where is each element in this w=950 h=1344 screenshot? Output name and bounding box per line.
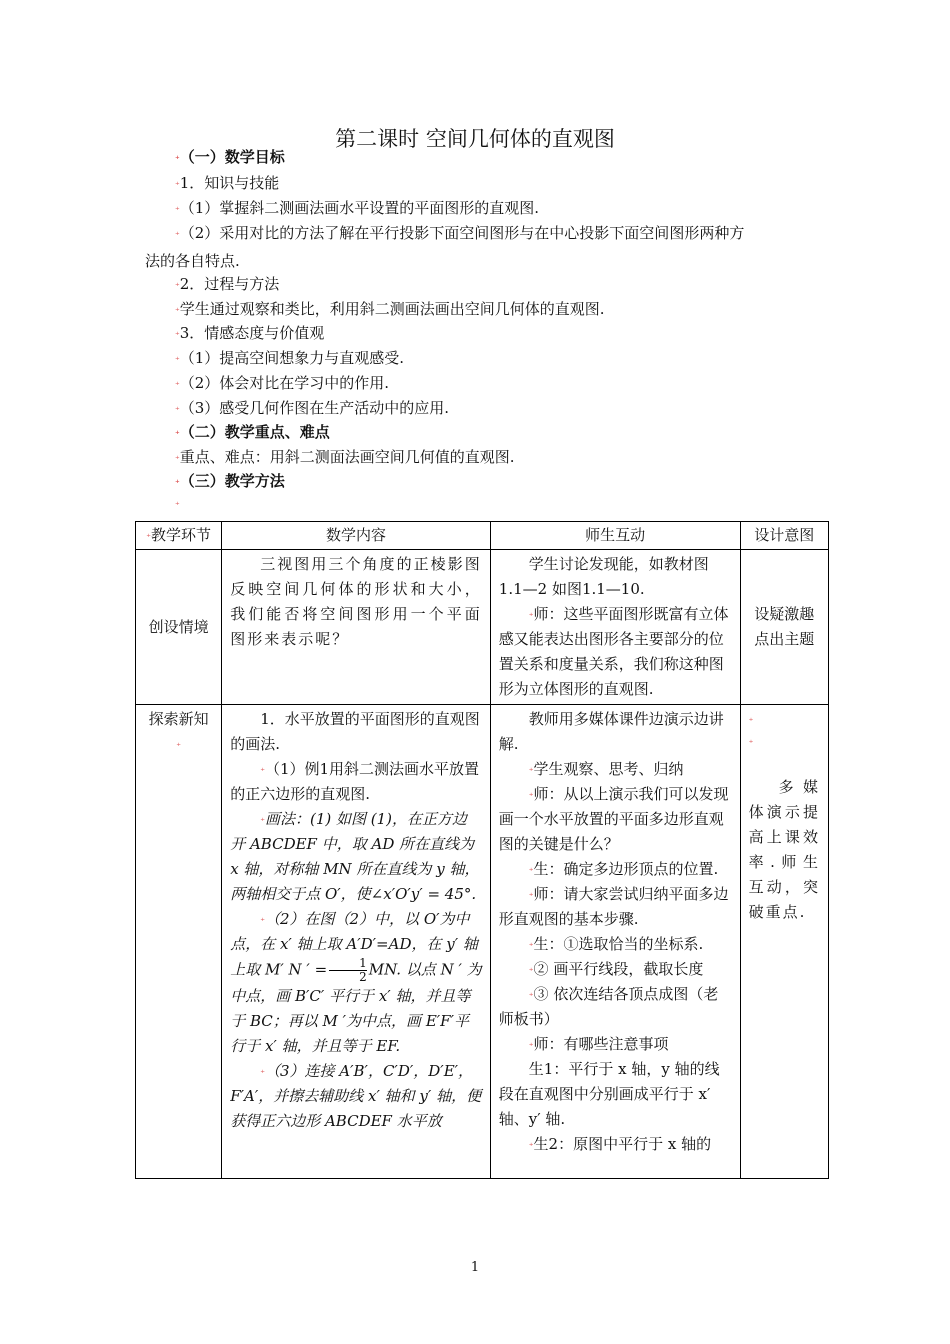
paragraph-mark-icon: ₊ bbox=[146, 530, 151, 540]
paragraph-mark-icon: ₊ bbox=[528, 789, 534, 799]
paragraph-mark-icon: ₊ bbox=[528, 764, 534, 774]
fraction: $\frac{1}{2}$ bbox=[329, 957, 367, 984]
content-cell: 1．水平放置的平面图形的直观图的画法. ₊（1）例1用斜二测法画水平放置的正六边形的直观图. ₊画法：(1) 如图 (1)，在正方边开 ABCDEF 中，取 AD 所在直线为 x 轴，对称轴 MN 所在直线为 y 轴，两轴相交于点 O′，使∠x′O′y′ = 45°. ₊（2）在图（2）中，以 O′为中点，在 x′ 轴上取 A′D′=AD，在 y′ 轴上取 M′ N ′ = $\frac{1}{2}$ MN. 以点 N ′ 为中点，画 B′C′ 平行于 x′ 轴，并且等于 BC；再以 M ′为中点，画 E′F′平行于 x′ 轴，并且等于 EF. ₊（3）连接 A′B′，C′D′，D′E′，F′A′，并擦去辅助线 x′ 轴和 y′ 轴，便获得正六边形 ABCDEF 水平放 bbox=[222, 705, 491, 1179]
paragraph-mark-icon: ₊ bbox=[175, 304, 180, 314]
subheading-knowledge: ₊1．知识与技能 bbox=[175, 174, 280, 192]
paragraph-mark-icon: ₊ bbox=[528, 609, 534, 619]
paragraph-mark-icon: ₊ bbox=[260, 914, 265, 924]
paragraph-mark-icon: ₊ bbox=[175, 328, 180, 338]
paragraph-mark-icon: ₊ bbox=[528, 939, 534, 949]
paragraph-mark-icon: ₊ bbox=[175, 152, 180, 162]
paragraph-mark-icon: ₊ bbox=[528, 889, 534, 899]
table-header-row bbox=[136, 522, 829, 550]
header-content: 数学内容 bbox=[222, 522, 491, 550]
paragraph-mark-icon: ₊ bbox=[528, 964, 534, 974]
paragraph-mark-icon: ₊ bbox=[528, 989, 534, 999]
paragraph-mark-icon: ₊ bbox=[175, 476, 180, 486]
section-heading-keypoints: ₊（二）教学重点、难点 bbox=[175, 423, 330, 441]
stage-cell: 探索新知 ₊ bbox=[136, 705, 222, 1179]
paragraph-mark-icon: ₊ bbox=[176, 739, 181, 749]
paragraph-mark-icon: ₊ bbox=[175, 203, 180, 213]
goal-item: ₊（1）提高空间想象力与直观感受. bbox=[175, 349, 405, 367]
table-row bbox=[136, 705, 829, 1179]
goal-item: ₊（3）感受几何作图在生产活动中的应用. bbox=[175, 399, 450, 417]
header-stage: ₊教学环节 bbox=[136, 522, 222, 550]
header-interaction: 师生互动 bbox=[490, 522, 740, 550]
subheading-attitude: ₊3．情感态度与价值观 bbox=[175, 324, 325, 342]
paragraph-mark-icon: ₊ bbox=[260, 814, 265, 824]
intent-cell: 设疑激趣点出主题 bbox=[740, 550, 828, 705]
header-intent: 设计意图 bbox=[740, 522, 828, 550]
empty-paragraph bbox=[175, 493, 180, 513]
goal-item: ₊（1）掌握斜二测画法画水平设置的平面图形的直观图. bbox=[175, 199, 540, 217]
page-title: 第二课时 空间几何体的直观图 bbox=[335, 127, 615, 151]
paragraph-mark-icon: ₊ bbox=[748, 714, 754, 724]
goal-item: ₊学生通过观察和类比，利用斜二测画法画出空间几何体的直观图. bbox=[175, 300, 605, 318]
paragraph-mark-icon: ₊ bbox=[175, 228, 180, 238]
table-row bbox=[136, 550, 829, 705]
intent-cell: ₊ ₊ 多媒体演示提高上课效率.师生互动，突破重点. bbox=[740, 705, 828, 1179]
page-number: 1 bbox=[470, 1260, 480, 1275]
keypoints-text: ₊重点、难点：用斜二测面法画空间几何值的直观图. bbox=[175, 448, 515, 466]
content-cell: 三视图用三个角度的正棱影图反映空间几何体的形状和大小，我们能否将空间图形用一个平面图形来表示呢？ bbox=[222, 550, 491, 705]
paragraph-mark-icon: ₊ bbox=[528, 1139, 534, 1149]
paragraph-mark-icon: ₊ bbox=[175, 403, 180, 413]
goal-item: ₊（2）采用对比的方法了解在平行投影下面空间图形与在中心投影下面空间图形两种方 bbox=[175, 224, 745, 242]
interaction-cell: 教师用多媒体课件边演示边讲解. ₊学生观察、思考、归纳 ₊师：从以上演示我们可以发现画一个水平放置的平面多边形直观图的关键是什么？ ₊生：确定多边形顶点的位置. ₊师：请大家尝试归纳平面多边形直观图的基本步骤. ₊生：①选取恰当的坐标系. ₊② 画平行线段，截取长度 ₊③ 依次连结各顶点成图（老师板书） ₊师：有哪些注意事项 生1：平行于 x 轴，y 轴的线段在直观图中分别画成平行于 x′ 轴、y′ 轴. ₊生2：原图中平行于 x 轴的 bbox=[490, 705, 740, 1179]
section-heading-goals: ₊（一）数学目标 bbox=[175, 148, 285, 166]
paragraph-mark-icon: ₊ bbox=[748, 736, 754, 746]
subheading-process: ₊2．过程与方法 bbox=[175, 275, 280, 293]
paragraph-mark-icon: ₊ bbox=[175, 452, 180, 462]
paragraph-mark-icon: ₊ bbox=[175, 378, 180, 388]
goal-item: ₊（2）体会对比在学习中的作用. bbox=[175, 374, 390, 392]
paragraph-mark-icon: ₊ bbox=[175, 178, 180, 188]
paragraph-mark-icon: ₊ bbox=[528, 864, 534, 874]
paragraph-mark-icon: ₊ bbox=[528, 1039, 534, 1049]
paragraph-mark-icon: ₊ bbox=[175, 279, 180, 289]
stage-cell: 创设情境 bbox=[136, 550, 222, 705]
paragraph-mark-icon: ₊ bbox=[260, 764, 265, 774]
lesson-plan-table bbox=[135, 521, 829, 1179]
section-heading-method: ₊（三）教学方法 bbox=[175, 472, 285, 490]
paragraph-mark-icon: ₊ bbox=[175, 353, 180, 363]
goal-item-continued: 法的各自特点. bbox=[145, 252, 240, 270]
paragraph-mark-icon: ₊ bbox=[175, 498, 180, 508]
interaction-cell: 学生讨论发现能，如教材图1.1—2 如图1.1—10. ₊师：这些平面图形既富有立体感又能表达出图形各主要部分的位置关系和度量关系，我们称这种图形为立体图形的直观图. bbox=[490, 550, 740, 705]
paragraph-mark-icon: ₊ bbox=[260, 1066, 265, 1076]
paragraph-mark-icon: ₊ bbox=[175, 427, 180, 437]
